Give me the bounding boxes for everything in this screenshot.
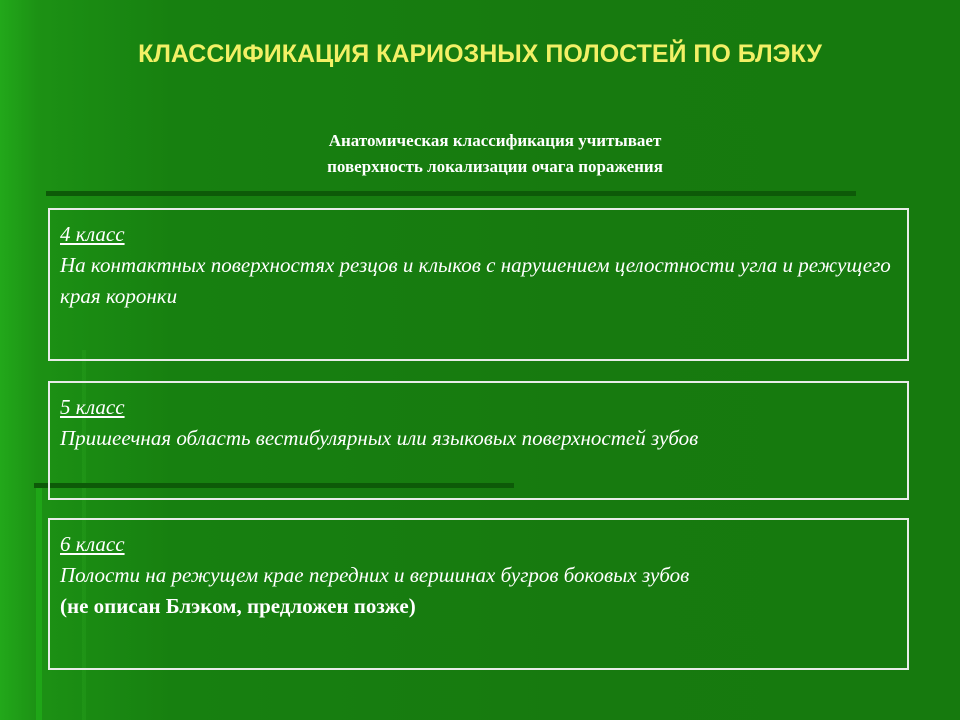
class-label: 6 класс <box>60 532 125 556</box>
decorative-bar <box>46 191 856 196</box>
class-description: Пришеечная область вестибулярных или языковых поверхностей зубов <box>60 426 699 450</box>
class-description: На контактных поверхностях резцов и клыков с нарушением целостности угла и режущего края коронки <box>60 253 891 308</box>
slide-title: КЛАССИФИКАЦИЯ КАРИОЗНЫХ ПОЛОСТЕЙ ПО БЛЭКУ <box>138 40 822 68</box>
subtitle-line: Анатомическая классификация учитывает <box>328 131 662 150</box>
class-6-box <box>48 518 909 670</box>
decorative-stripe <box>36 486 42 720</box>
class-4-box <box>48 208 909 361</box>
subtitle-line: поверхность локализации очага поражения <box>327 157 663 176</box>
class-5-box <box>48 381 909 500</box>
class-note: (не описан Блэком, предложен позже) <box>60 594 416 618</box>
class-description: Полости на режущем крае передних и вершинах бугров боковых зубов <box>60 563 690 587</box>
class-label: 5 класс <box>60 395 125 419</box>
class-label: 4 класс <box>60 222 125 246</box>
slide-subtitle <box>190 128 800 180</box>
